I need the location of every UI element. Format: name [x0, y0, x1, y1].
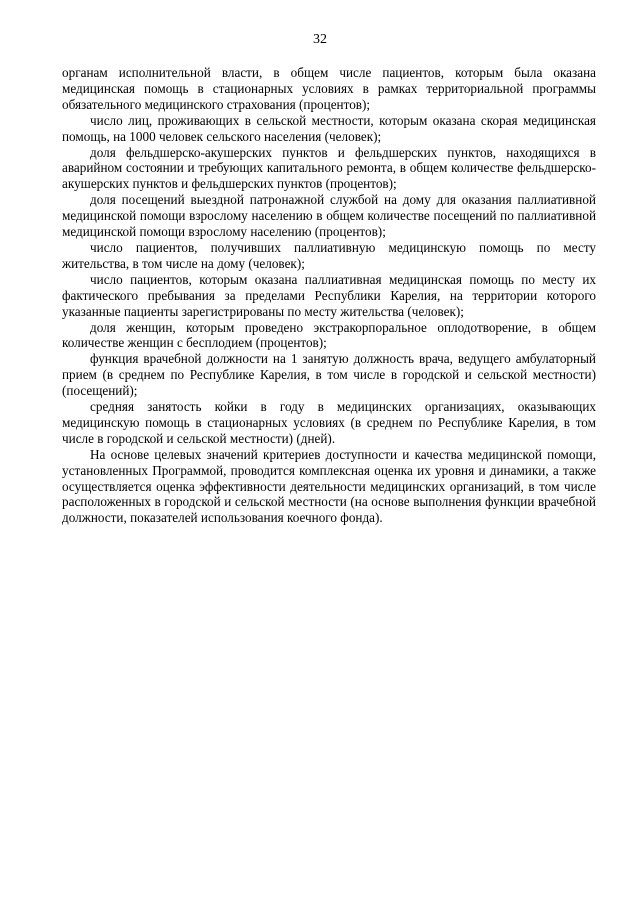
paragraph-ivf: доля женщин, которым проведено экстракорпоральное оплодотворение, в общем количестве женщин с бесплодием (процентов); — [62, 319, 596, 351]
paragraph-continuation: органам исполнительной власти, в общем числе пациентов, которым была оказана медицинская помощь в стационарных условиях в рамках территориальной программы обязательного медицинского страхования (процентов); — [62, 65, 596, 112]
page-number: 32 — [313, 32, 327, 47]
paragraph-rural-ambulance: число лиц, проживающих в сельской местности, которым оказана скорая медицинская помощь, на 1000 человек сельского населения (человек); — [62, 112, 596, 144]
paragraph-assessment: На основе целевых значений критериев доступности и качества медицинской помощи, установленных Программой, проводится комплексная оценка их уровня и динамики, а также осуществляется оценка эффективности деятельности медицинских организаций, в том числе расположенных в городской и сельской местности (на основе выполнения функции врачебной должности, показателей использования коечного фонда). — [62, 446, 596, 526]
paragraph-palliative-outside-region: число пациентов, которым оказана паллиативная медицинская помощь по месту их фактического пребывания за пределами Республики Карелия, на территории которого указанные пациенты зарегистрированы по месту жительства (человек); — [62, 271, 596, 319]
paragraph-palliative-patients: число пациентов, получивших паллиативную медицинскую помощь по месту жительства, в том числе на дому (человек); — [62, 239, 596, 271]
paragraph-bed-occupancy: средняя занятость койки в году в медицинских организациях, оказывающих медицинскую помощь в стационарных условиях (в среднем по Республике Карелия, в том числе в городской и сельской местности) (дней). — [62, 399, 596, 446]
paragraph-physician-function: функция врачебной должности на 1 занятую должность врача, ведущего амбулаторный прием (в среднем по Республике Карелия, в том числе в городской и сельской местности) (посещений); — [62, 351, 596, 399]
paragraph-feldsher-points: доля фельдшерско-акушерских пунктов и фельдшерских пунктов, находящихся в аварийном состоянии и требующих капитального ремонта, в общем количестве фельдшерско-акушерских пунктов и фельдшерских пунктов (процентов); — [62, 144, 596, 192]
paragraph-palliative-home-visits: доля посещений выездной патронажной службой на дому для оказания паллиативной медицинской помощи взрослому населению в общем количестве посещений по паллиативной медицинской помощи взрослому населению (процентов); — [62, 192, 596, 240]
document-body — [62, 65, 596, 526]
